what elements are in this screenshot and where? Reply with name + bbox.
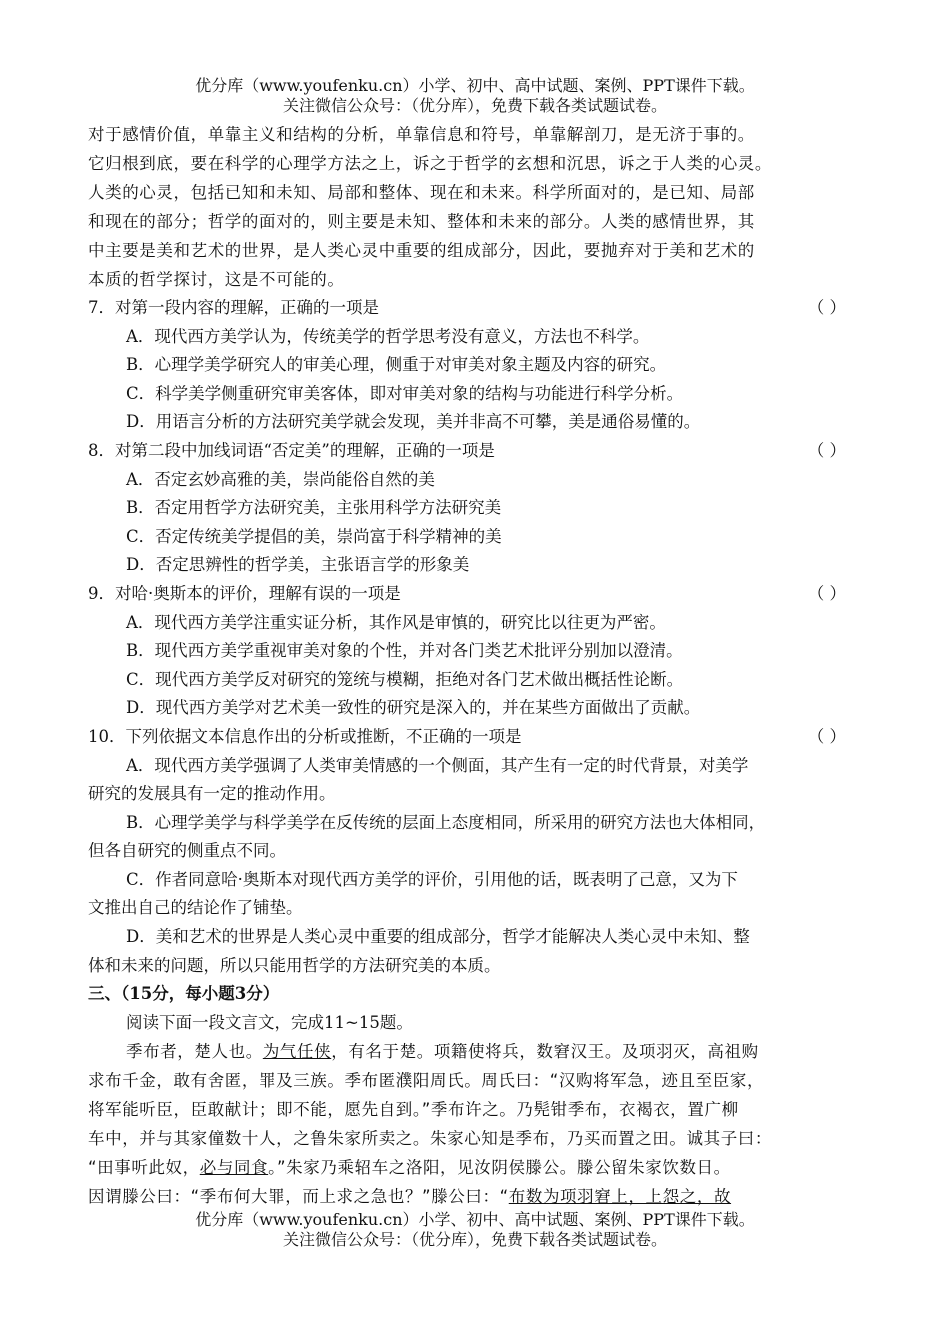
passage-line: “田事听此奴，必与同食。”朱家乃乘轺车之洛阳，见汝阴侯滕公。滕公留朱家饮数日。 [88, 1158, 731, 1178]
underlined-phrase: 布数为项羽窘上，上怨之，故 [508, 1187, 732, 1207]
passage-line: 中主要是美和艺术的世界，是人类心灵中重要的组成部分，因此，要抛弃对于美和艺术的 [88, 241, 755, 260]
passage-line: 和现在的部分；哲学的面对的，则主要是未知、整体和未来的部分。人类的感情世界，其 [88, 212, 755, 231]
page-header [0, 76, 950, 116]
passage-line: 季布者，楚人也。为气任侠，有名于楚。项籍使将兵，数窘汉王。及项羽灭，高祖购 [126, 1042, 759, 1062]
option-b: B．否定用哲学方法研究美，主张用科学方法研究美 [126, 498, 502, 518]
option-d: D．现代西方美学对艺术美一致性的研究是深入的，并在某些方面做出了贡献。 [126, 698, 701, 718]
passage-line: 因谓滕公曰：“季布何大罪，而上求之急也？”滕公曰：“布数为项羽窘上，上怨之，故 [88, 1187, 732, 1207]
option-c: C．否定传统美学提倡的美，崇尚富于科学精神的美 [126, 526, 502, 546]
answer-blank: （ ） [807, 298, 846, 317]
passage-excerpt [88, 120, 874, 294]
question-8 [88, 437, 874, 580]
passage-line: 求布千金，敢有舍匿，罪及三族。季布匿濮阳周氏。周氏曰：“汉购将军急，迹且至臣家， [88, 1071, 765, 1091]
answer-blank: （ ） [807, 726, 846, 746]
answer-blank: （ ） [807, 440, 846, 460]
option-b: B．心理学美学研究人的审美心理，侧重于对审美对象主题及内容的研究。 [126, 355, 667, 375]
question-stem: 9．对哈·奥斯本的评价，理解有误的一项是 （ ） [88, 580, 874, 609]
option-d: D．用语言分析的方法研究美学就会发现，美并非高不可攀，美是通俗易懂的。 [126, 412, 701, 432]
option-c: C．作者同意哈·奥斯本对现代西方美学的评价，引用他的话，既表明了己意，又为下 文推出自己的结论作了铺垫。 [88, 869, 738, 918]
option-d: D．美和艺术的世界是人类心灵中重要的组成部分，哲学才能解决人类心灵中未知、整 体和未来的问题，所以只能用哲学的方法研究美的本质。 [88, 927, 750, 975]
passage-line: 车中，并与其家僮数十人，之鲁朱家所卖之。朱家心知是季布，乃买而置之田。诚其子曰： [88, 1129, 772, 1149]
underlined-phrase: 必与同食 [199, 1158, 269, 1178]
option-c: C．现代西方美学反对研究的笼统与模糊，拒绝对各门艺术做出概括性论断。 [126, 669, 684, 689]
page-footer [0, 1210, 950, 1250]
question-stem: 8．对第二段中加线词语“否定美”的理解，正确的一项是 （ ） [88, 437, 874, 466]
option-a: A．现代西方美学认为，传统美学的哲学思考没有意义，方法也不科学。 [126, 326, 650, 346]
passage-line: 对于感情价值，单靠主义和结构的分析，单靠信息和符号，单靠解剖刀，是无济于事的。 [88, 125, 755, 144]
question-stem: 10．下列依据文本信息作出的分析或推断，不正确的一项是 （ ） [88, 723, 874, 752]
footer-line-2: 关注微信公众号：（优分库），免费下载各类试题试卷。 [282, 1230, 667, 1249]
classical-passage [88, 1037, 874, 1211]
option-b: B．现代西方美学重视审美对象的个性，并对各门类艺术批评分别加以澄清。 [126, 641, 683, 661]
question-7 [88, 294, 874, 437]
option-a: A．现代西方美学强调了人类审美情感的一个侧面，其产生有一定的时代背景，对美学 研究的发展具有一定的推动作用。 [88, 755, 749, 804]
answer-blank: （ ） [807, 583, 846, 603]
passage-line: 本质的哲学探讨，这是不可能的。 [88, 270, 345, 289]
passage-line: 人类的心灵，包括已知和未知、局部和整体、现在和未来。科学所面对的，是已知、局部 [88, 183, 755, 202]
passage-line: 它归根到底，要在科学的心理学方法之上，诉之于哲学的玄想和沉思，诉之于人类的心灵。 [88, 154, 772, 173]
section-heading: 三、（15分，每小题3分） [88, 984, 280, 1004]
option-c: C．科学美学侧重研究审美客体，即对审美对象的结构与功能进行科学分析。 [126, 383, 684, 403]
header-line-2: 关注微信公众号：（优分库），免费下载各类试题试卷。 [282, 96, 667, 115]
header-line-1: 优分库（www.youfenku.cn）小学、初中、高中试题、案例、PPT课件下载。 [195, 76, 755, 95]
footer-line-1: 优分库（www.youfenku.cn）小学、初中、高中试题、案例、PPT课件下载。 [195, 1210, 755, 1229]
page-body [88, 120, 874, 1211]
question-stem: 7．对第一段内容的理解，正确的一项是 （ ） [88, 294, 874, 323]
passage-line: 将军能听臣，臣敢献计；即不能，愿先自到。”季布许之。乃髡钳季布，衣褐衣，置广柳 [88, 1100, 739, 1120]
question-10 [88, 723, 874, 980]
underlined-phrase: 为气任侠 [262, 1042, 332, 1062]
option-b: B．心理学美学与科学美学在反传统的层面上态度相同，所采用的研究方法也大体相同， 但各自研究的侧重点不同。 [88, 812, 766, 861]
option-a: A．现代西方美学注重实证分析，其作风是审慎的，研究比以往更为严密。 [126, 612, 666, 632]
option-a: A．否定玄妙高雅的美，崇尚能俗自然的美 [126, 469, 435, 489]
question-9 [88, 580, 874, 723]
section-instruction: 阅读下面一段文言文，完成11~15题。 [126, 1012, 413, 1032]
option-d: D．否定思辨性的哲学美，主张语言学的形象美 [126, 555, 470, 575]
